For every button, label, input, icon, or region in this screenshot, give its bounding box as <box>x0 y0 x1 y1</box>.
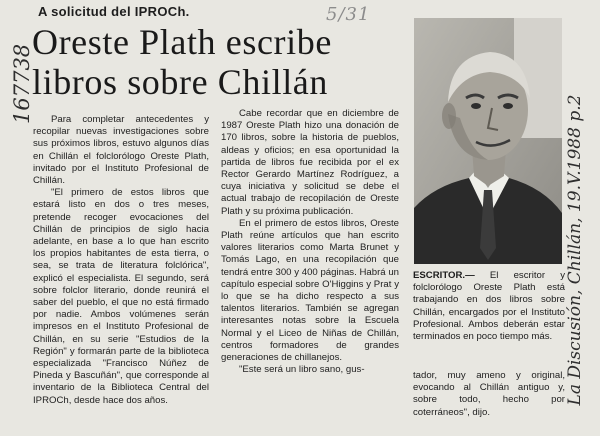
article-paragraph: En el primero de estos libros, Oreste Plath reúne artículos que han escrito valores literarios como Marta Brunet y Tomás Lago, en una recopilación que tendrá entre 300 y 400 páginas. Habrá un capítulo especial sobre O'Higgins y Prat y lo que se ha dicho respecto a sus talentos literarios. También se agregan interesantes notas sobre la Escuela Normal y el Liceo de Niñas de Chillán, centros formadores de grandes generaciones de chillanejos. <box>221 217 399 364</box>
article-paragraph: Para completar antecedentes y recopilar nuevas investigaciones sobre sus próximos libros, estuvo algunos días en Chillán el folclorólogo Oreste Plath, invitado por el Instituto Profesional de Chillán. <box>33 114 209 187</box>
portrait-photo <box>414 18 562 264</box>
caption-text: El escritor y folclorólogo Oreste Plath está trabajando en dos libros sobre Chillán, encargados por el Instituto Profesional. Ambos deberán estar terminados en poco tiempo más. <box>413 270 565 343</box>
article-column-2 <box>221 108 399 376</box>
caption-lead: ESCRITOR.— <box>413 270 475 281</box>
article-column-1 <box>33 114 209 407</box>
photo-caption <box>413 270 565 343</box>
article-column-3 <box>413 370 565 419</box>
handwritten-catalog-number: 167738 <box>10 43 34 124</box>
kicker: A solicitud del IPROCh. <box>38 4 190 19</box>
article-paragraph: Cabe recordar que en diciembre de 1987 Oreste Plath hizo una donación de 170 libros, sobre la historia de pueblos, aldeas y oficios; en esa oportunidad la partida de libros fue recibida por el ex Rector Gerardo Martínez Rodríguez, a cuya iniciativa y solicitud se debe el actual trabajo de recopilación de Oreste Plath y su próxima publicación. <box>221 108 399 217</box>
headline-line-1: Oreste Plath escribe <box>32 22 332 62</box>
handwritten-source-note: La Discusión, Chillán, 19.V.1988 p.2 <box>565 94 585 406</box>
article-paragraph: tador, muy ameno y original, evocando al Chillán antiguo y, sobre todo, hecho por coterráneos", dijo. <box>413 370 565 418</box>
article-paragraph: "Este será un libro sano, gus- <box>239 364 365 376</box>
handwritten-page-number: 5/31 <box>326 4 371 25</box>
article-paragraph: "El primero de estos libros que estará listo en dos o tres meses, pretende recoger evocaciones del Chillán de principios de siglo hacia adelante, en base a lo que han escrito los propios habitantes de esta tierra, o sea, se trata de literatura folclórica", explicó el especialista. El segundo, será sobre folclor literario, donde reunirá el saber del pueblo, el que no está firmado por nadie. Ambos volúmenes serán impresos en el Instituto Profesional de Chillán, en su serie "Estudios de la Región" y formarán parte de la biblioteca especializada "Francisco Núñez de Pineda y Bascuñán", que corresponde al inventario de la Biblioteca Central del IPROCh, desde hace dos años. <box>33 187 209 406</box>
portrait-photo-icon <box>414 18 562 264</box>
headline-line-2: libros sobre Chillán <box>32 62 328 102</box>
